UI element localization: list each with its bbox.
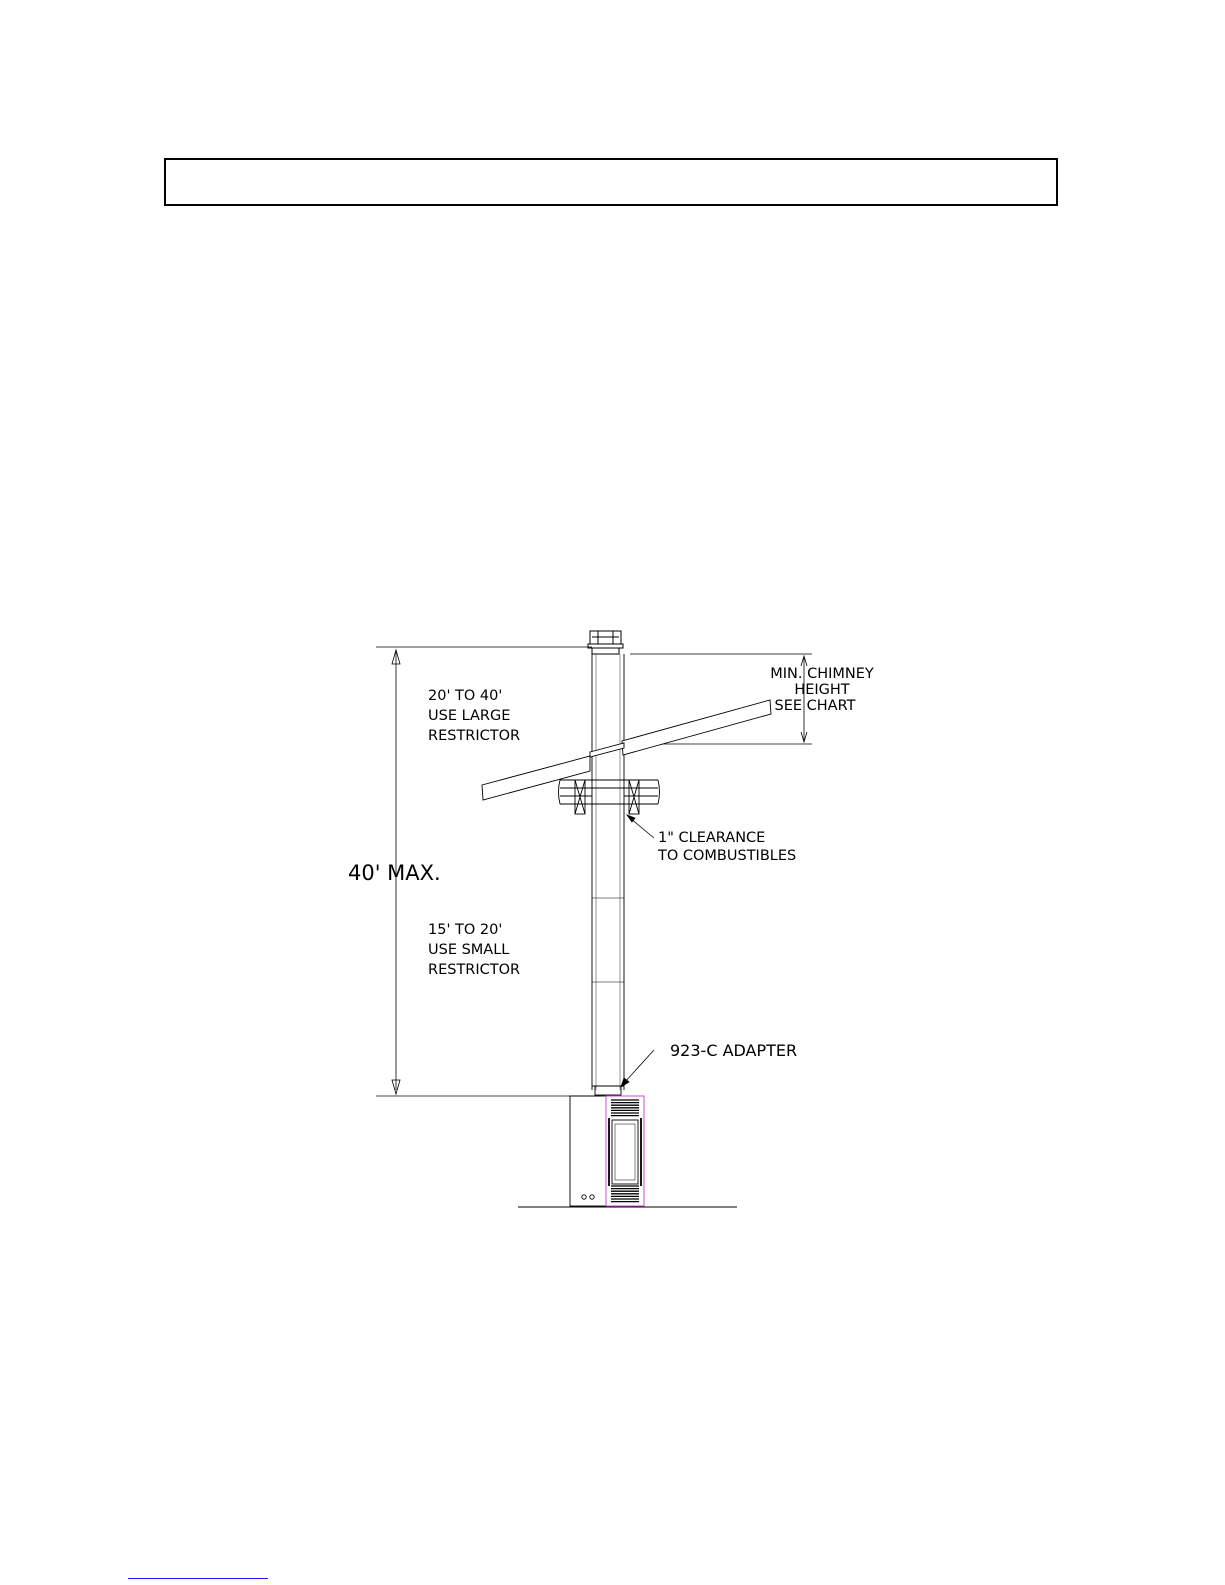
roof [482,700,771,800]
leader-lines [621,815,654,1087]
min-chimney-line1: MIN. CHIMNEY [770,666,874,682]
min-chimney-line3: SEE CHART [774,698,856,714]
footer-link-underline[interactable] [128,1578,268,1579]
large-restrictor-line2: USE LARGE [428,708,511,724]
large-restrictor-line3: RESTRICTOR [428,728,521,744]
ceiling-firestop [559,780,660,814]
chimney-pipe [592,654,624,1095]
small-restrictor-line2: USE SMALL [428,942,510,958]
large-restrictor-line1: 20' TO 40' [428,688,503,704]
small-restrictor-line3: RESTRICTOR [428,962,521,978]
max-height-label: 40' MAX. [348,861,441,885]
adapter-label: 923-C ADAPTER [670,1041,798,1060]
min-chimney-line2: HEIGHT [794,682,850,698]
chimney-cap [588,631,623,654]
heater-unit [570,1096,644,1206]
clearance-line1: 1" CLEARANCE [658,830,766,846]
small-restrictor-line1: 15' TO 20' [428,922,503,938]
clearance-line2: TO COMBUSTIBLES [658,848,797,864]
